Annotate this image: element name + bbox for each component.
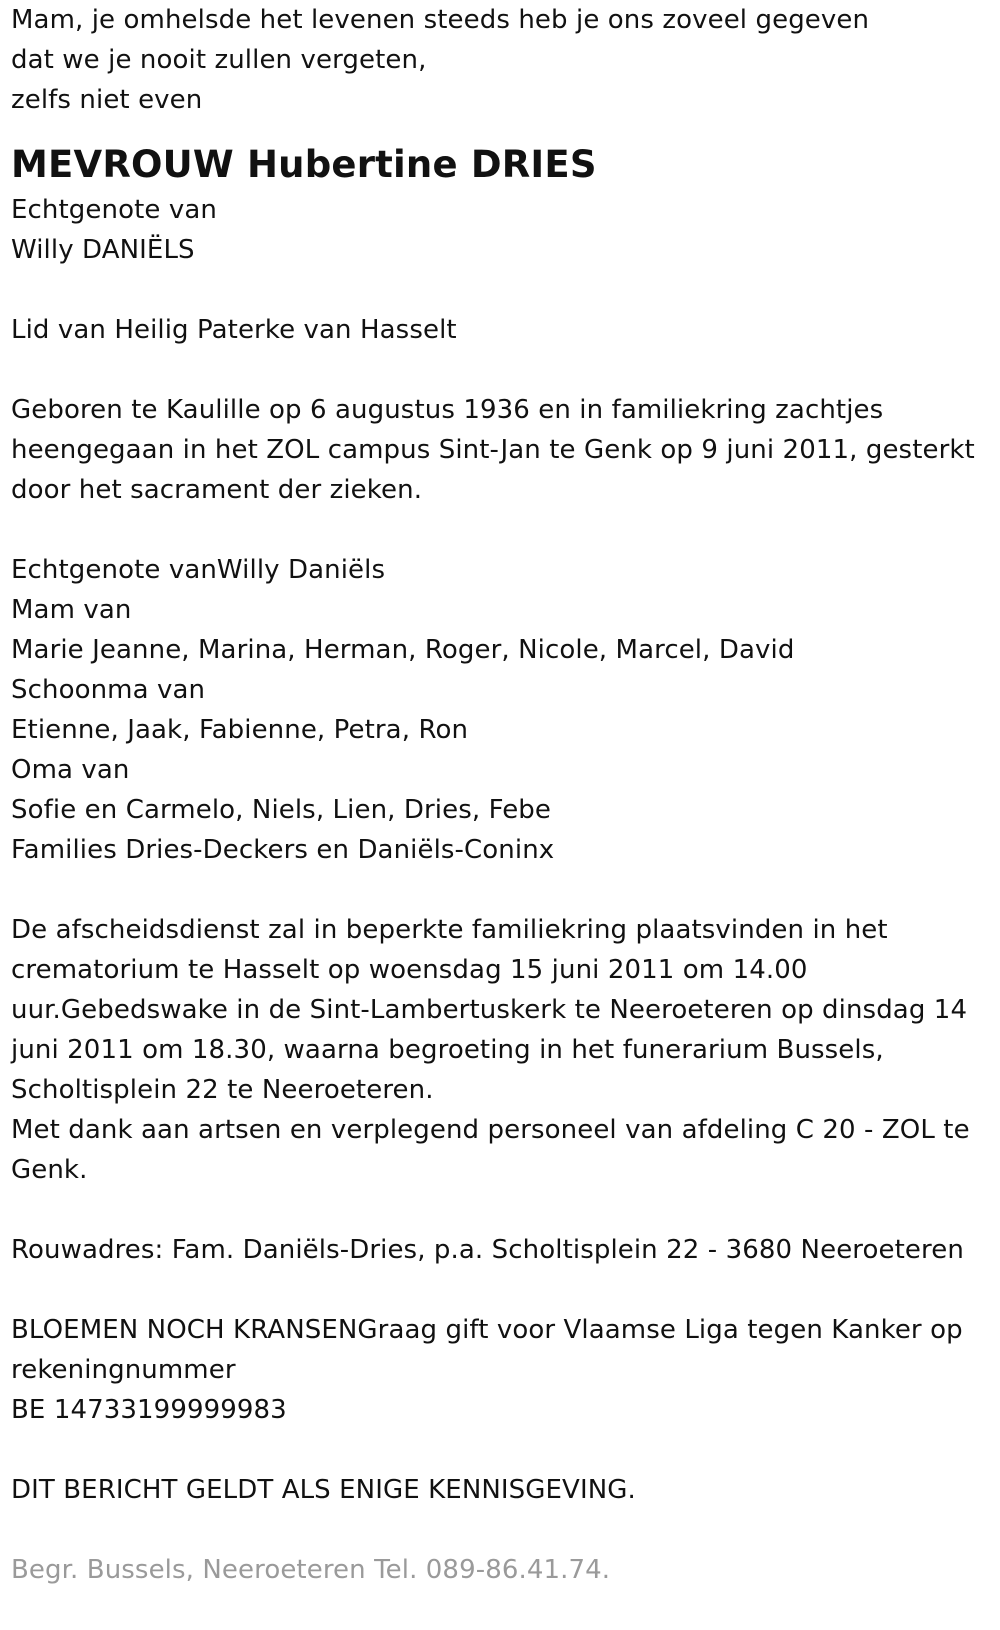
deceased-name: MEVROUW Hubertine DRIES [11, 143, 597, 186]
spacer [11, 270, 991, 310]
spacer [11, 870, 991, 910]
notice-text: DIT BERICHT GELDT ALS ENIGE KENNISGEVING. [11, 1475, 636, 1505]
spacer [11, 1270, 991, 1310]
obituary-notice [11, 0, 991, 1590]
spouse-text: Echtgenote van Willy DANIËLS [11, 195, 217, 265]
address-text: Rouwadres: Fam. Daniëls-Dries, p.a. Scholtisplein 22 - 3680 Neeroeteren [11, 1235, 964, 1265]
spacer [11, 350, 991, 390]
flowers-text: BLOEMEN NOCH KRANSENGraag gift voor Vlaamse Liga tegen Kanker op rekeningnummer BE 14733199999983 [11, 1315, 963, 1425]
membership-text: Lid van Heilig Paterke van Hasselt [11, 315, 457, 345]
family-text: Echtgenote vanWilly Daniëls Mam van Marie Jeanne, Marina, Herman, Roger, Nicole, Marcel, David Schoonma van Etienne, Jaak, Fabienne, Petra, Ron Oma van Sofie en Carmelo, Niels, Lien, Dries, Febe Families Dries-Deckers en Daniëls-Coninx [11, 555, 795, 865]
undertaker-text: Begr. Bussels, Neeroeteren Tel. 089-86.41.74. [11, 1555, 611, 1585]
spacer [11, 1510, 991, 1550]
spacer [11, 1190, 991, 1230]
birth-death-text: Geboren te Kaulille op 6 augustus 1936 en in familiekring zachtjes heengegaan in het ZOL campus Sint-Jan te Genk op 9 juni 2011, gesterkt door het sacrament der zieken. [11, 395, 975, 505]
spacer [11, 1430, 991, 1470]
poem-text: Mam, je omhelsde het levenen steeds heb je ons zoveel gegeven dat we je nooit zullen vergeten, zelfs niet even [11, 5, 870, 115]
spacer [11, 510, 991, 550]
service-text: De afscheidsdienst zal in beperkte familiekring plaatsvinden in het crematorium te Hasselt op woensdag 15 juni 2011 om 14.00 uur.Gebedswake in de Sint-Lambertuskerk te Neeroeteren op dinsdag 14 juni 2011 om 18.30, waarna begroeting in het funerarium Bussels, Scholtisplein 22 te Neeroeteren. Met dank aan artsen en verplegend personeel van afdeling C 20 - ZOL te Genk. [11, 915, 970, 1185]
